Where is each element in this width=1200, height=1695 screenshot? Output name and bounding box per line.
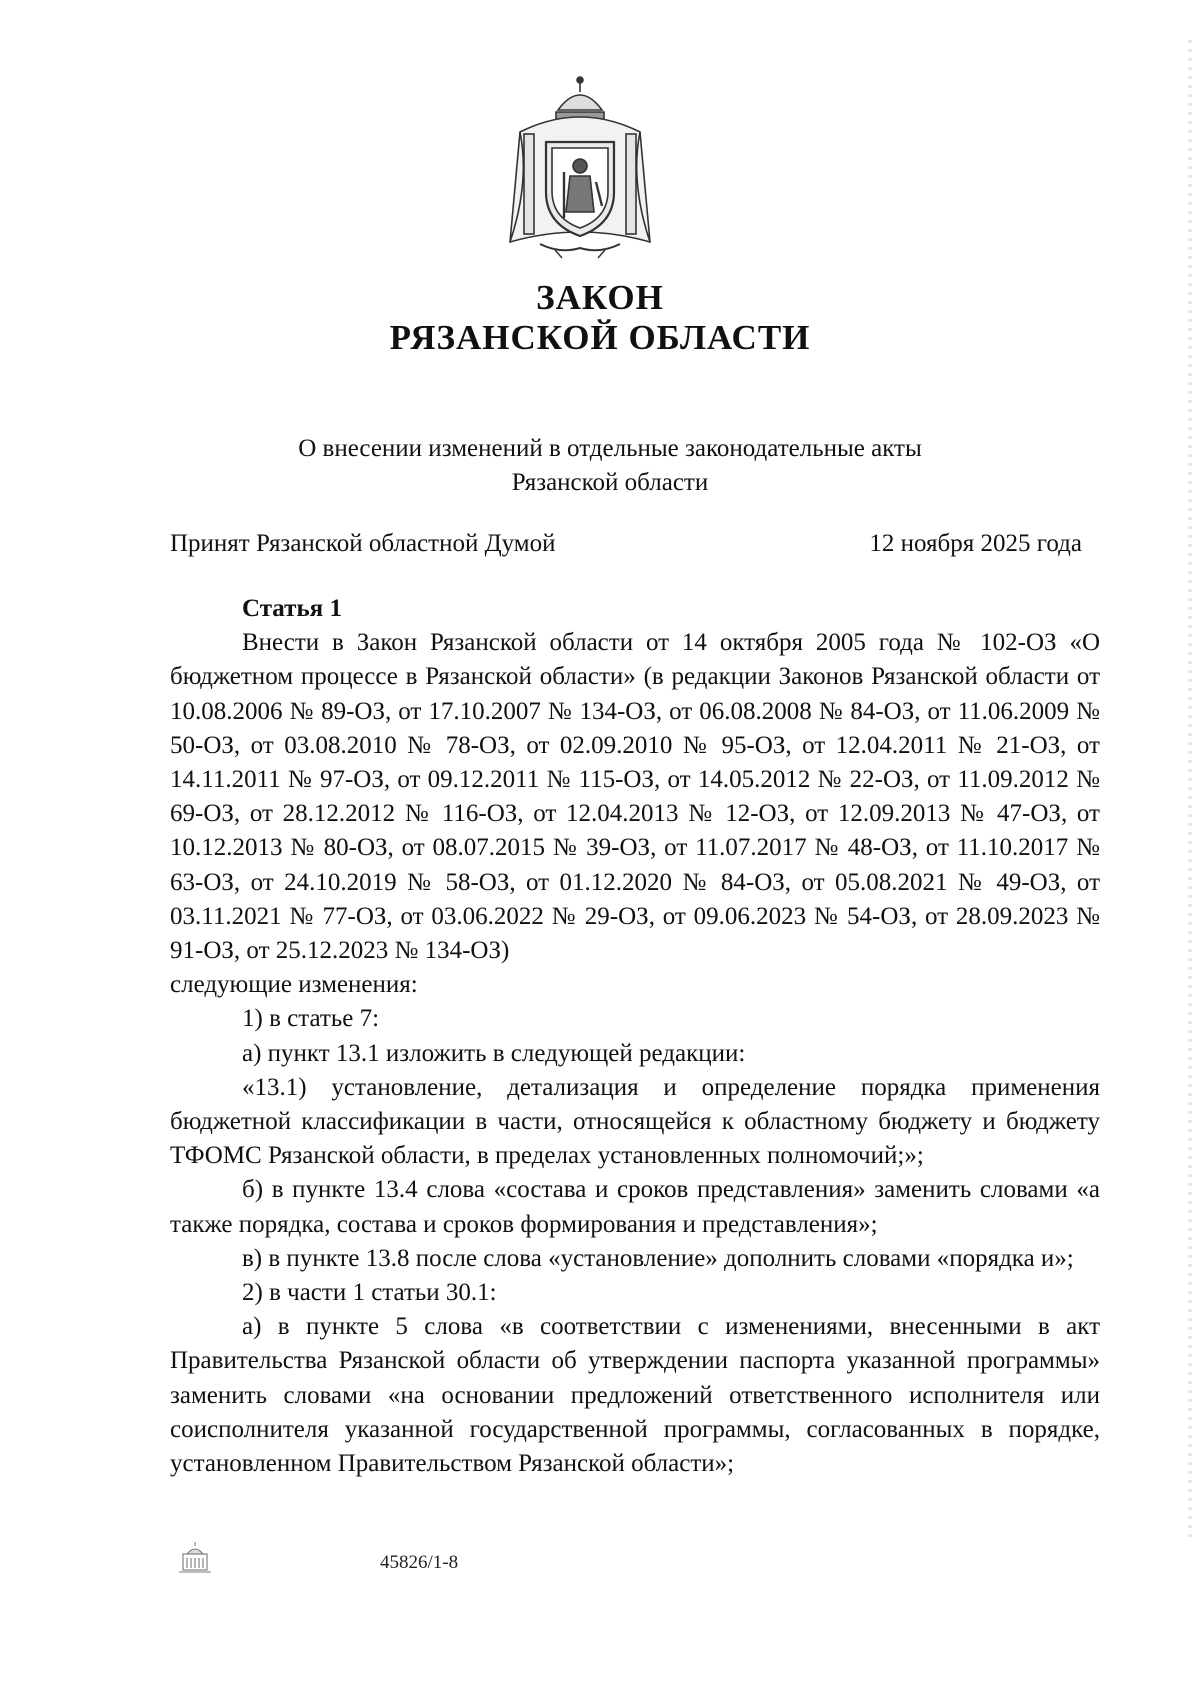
- building-stamp-icon: [175, 1538, 215, 1578]
- article-intro: Внести в Закон Рязанской области от 14 октября 2005 года № 102-ОЗ «О бюджетном процессе в Рязанской области» (в редакции Законов Рязанской области от 10.08.2006 № 89-ОЗ, от 17.10.2007 № 134-ОЗ, от 06.08.2008 № 84-ОЗ, от 11.06.2009 № 50-ОЗ, от 03.08.2010 № 78-ОЗ, от 02.09.2010 № 95-ОЗ, от 12.04.2011 № 21-ОЗ, от 14.11.2011 № 97-ОЗ, от 09.12.2011 № 115-ОЗ, от 14.05.2012 № 22-ОЗ, от 11.09.2012 № 69-ОЗ, от 28.12.2012 № 116-ОЗ, от 12.04.2013 № 12-ОЗ, от 12.09.2013 № 47-ОЗ, от 10.12.2013 № 80-ОЗ, от 08.07.2015 № 39-ОЗ, от 11.07.2017 № 48-ОЗ, от 11.10.2017 № 63-ОЗ, от 24.10.2019 № 58-ОЗ, от 01.12.2020 № 84-ОЗ, от 05.08.2021 № 49-ОЗ, от 03.11.2021 № 77-ОЗ, от 03.06.2022 № 29-ОЗ, от 09.06.2023 № 54-ОЗ, от 28.09.2023 № 91-ОЗ, от 25.12.2023 № 134-ОЗ): [170, 629, 1100, 965]
- scan-edge-artifact: [1188, 40, 1192, 1540]
- adoption-date: 12 ноября 2025 года: [869, 530, 1082, 557]
- coat-of-arms-icon: [500, 72, 660, 262]
- article-body: [170, 592, 1100, 1481]
- list-item: в) в пункте 13.8 после слова «установление» дополнить словами «порядка и»;: [242, 1244, 1074, 1272]
- law-subject: [230, 432, 990, 500]
- issuer-title: РЯЗАНСКОЙ ОБЛАСТИ: [389, 318, 811, 357]
- adopted-by: Принят Рязанской областной Думой: [170, 530, 556, 557]
- list-item: 2) в части 1 статьи 30.1:: [242, 1279, 497, 1307]
- article-intro-end: следующие изменения:: [170, 971, 418, 999]
- list-item: б) в пункте 13.4 слова «состава и сроков представления» заменить словами «а также порядка, состава и сроков формирования и представления»;: [170, 1176, 1100, 1238]
- document-type-title: ЗАКОН: [536, 278, 664, 317]
- subject-line-2: Рязанской области: [511, 469, 709, 496]
- document-code: 45826/1-8: [380, 1552, 459, 1573]
- list-item: а) в пункте 5 слова «в соответствии с изменениями, внесенными в акт Правительства Рязанской области об утверждении паспорта указанной программы» заменить словами «на основании предложений ответственного исполнителя или соисполнителя указанной государственной программы, согласованных в порядке, установленном Правительством Рязанской области»;: [170, 1313, 1100, 1478]
- list-item: 1) в статье 7:: [242, 1005, 380, 1033]
- article-heading: Статья 1: [242, 595, 342, 622]
- list-item: «13.1) установление, детализация и определение порядка применения бюджетной классификации в части, относящейся к областному бюджету и бюджету ТФОМС Рязанской области, в пределах установленных полномочий;»;: [170, 1073, 1100, 1170]
- subject-line-1: О внесении изменений в отдельные законодательные акты: [298, 435, 922, 462]
- list-item: а) пункт 13.1 изложить в следующей редакции:: [242, 1039, 746, 1067]
